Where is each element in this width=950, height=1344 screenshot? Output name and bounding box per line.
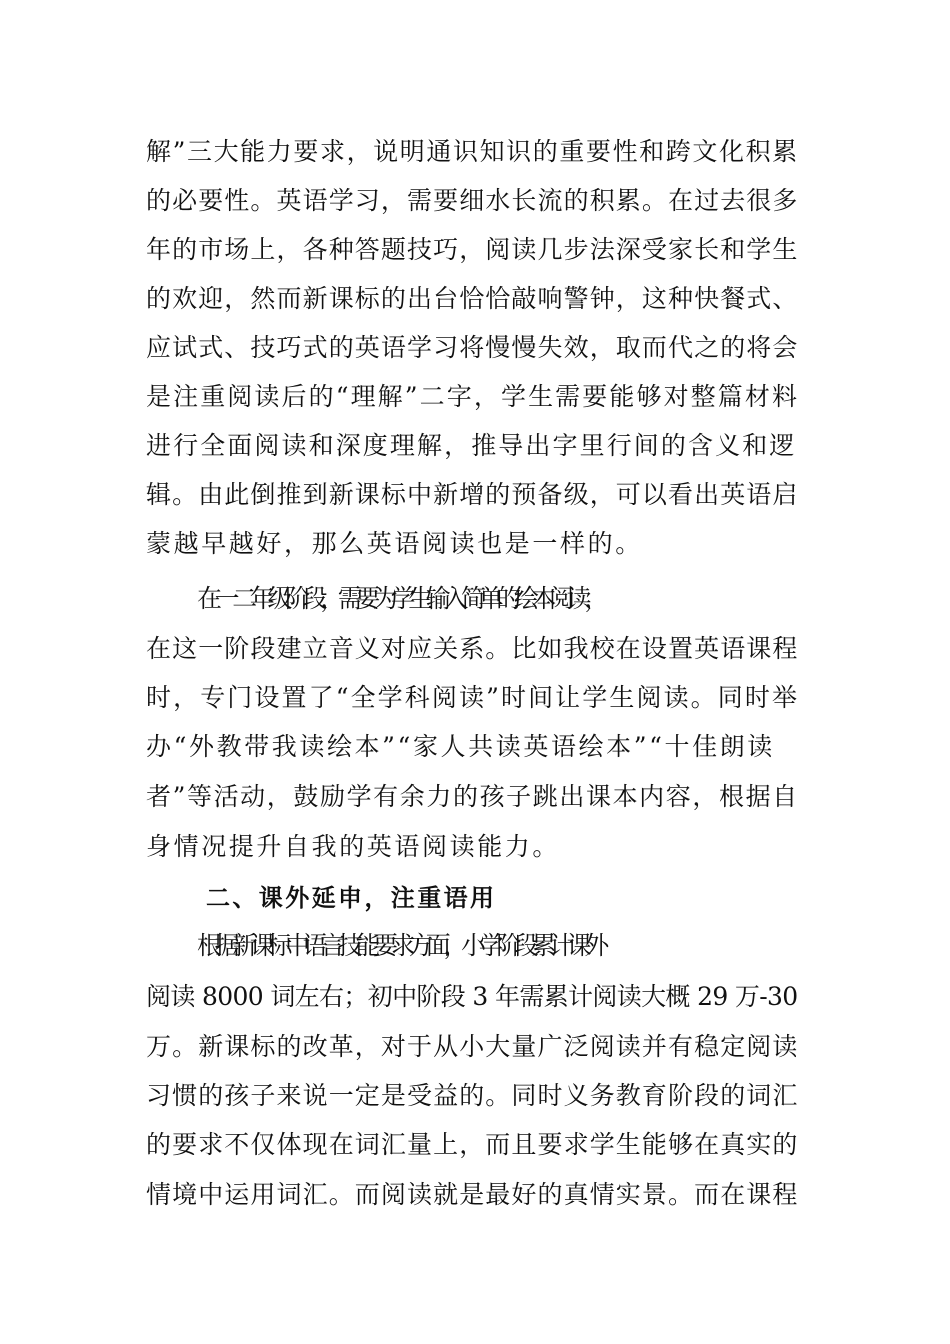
text-line: 辑。由此倒推到新课标中新增的预备级，可以看出英语启 — [146, 480, 799, 509]
text-line: 应试式、技巧式的英语学习将慢慢失效，取而代之的将会 — [146, 333, 799, 362]
text-line: 时，专门设置了“全学科阅读”时间让学生阅读。同时举 — [146, 683, 800, 712]
text-line: 者”等活动，鼓励学有余力的孩子跳出课本内容，根据自 — [146, 782, 799, 811]
text-line: 蒙越早越好，那么英语阅读也是一样的。 — [146, 529, 643, 558]
text-line: 的要求不仅体现在词汇量上，而且要求学生能够在真实的 — [146, 1130, 799, 1159]
text-line: 万。新课标的改革，对于从小大量广泛阅读并有稳定阅读 — [146, 1032, 799, 1061]
text-line: 是注重阅读后的“理解”二字，学生需要能够对整篇材料 — [146, 382, 800, 411]
text-line: 根据新课标中语言技能要求方面，小学阶段累计课外 — [197, 931, 602, 960]
text-line: 在一二年级阶段，需要为学生输入简单的绘本阅读， — [197, 584, 602, 613]
text-line: 办“外教带我读绘本”“家人共读英语绘本”“十佳朗读 — [146, 732, 775, 761]
section-heading: 二、课外延申，注重语用 — [206, 884, 497, 912]
text-line: 阅读 8000 词左右；初中阶段 3 年需累计阅读大概 29 万-30 — [146, 982, 798, 1011]
text-line: 情境中运用词汇。而阅读就是最好的真情实景。而在课程 — [146, 1180, 799, 1209]
text-line: 在这一阶段建立音义对应关系。比如我校在设置英语课程 — [146, 634, 799, 663]
text-line: 的必要性。英语学习，需要细水长流的积累。在过去很多 — [146, 186, 799, 215]
text-line: 身情况提升自我的英语阅读能力。 — [146, 832, 561, 861]
text-line: 解”三大能力要求，说明通识知识的重要性和跨文化积累 — [146, 137, 799, 166]
text-line: 习惯的孩子来说一定是受益的。同时义务教育阶段的词汇 — [146, 1081, 799, 1110]
text-line: 年的市场上，各种答题技巧，阅读几步法深受家长和学生 — [146, 235, 799, 264]
text-line: 进行全面阅读和深度理解，推导出字里行间的含义和逻 — [146, 431, 797, 460]
text-line: 的欢迎，然而新课标的出台恰恰敲响警钟，这种快餐式、 — [146, 284, 799, 313]
